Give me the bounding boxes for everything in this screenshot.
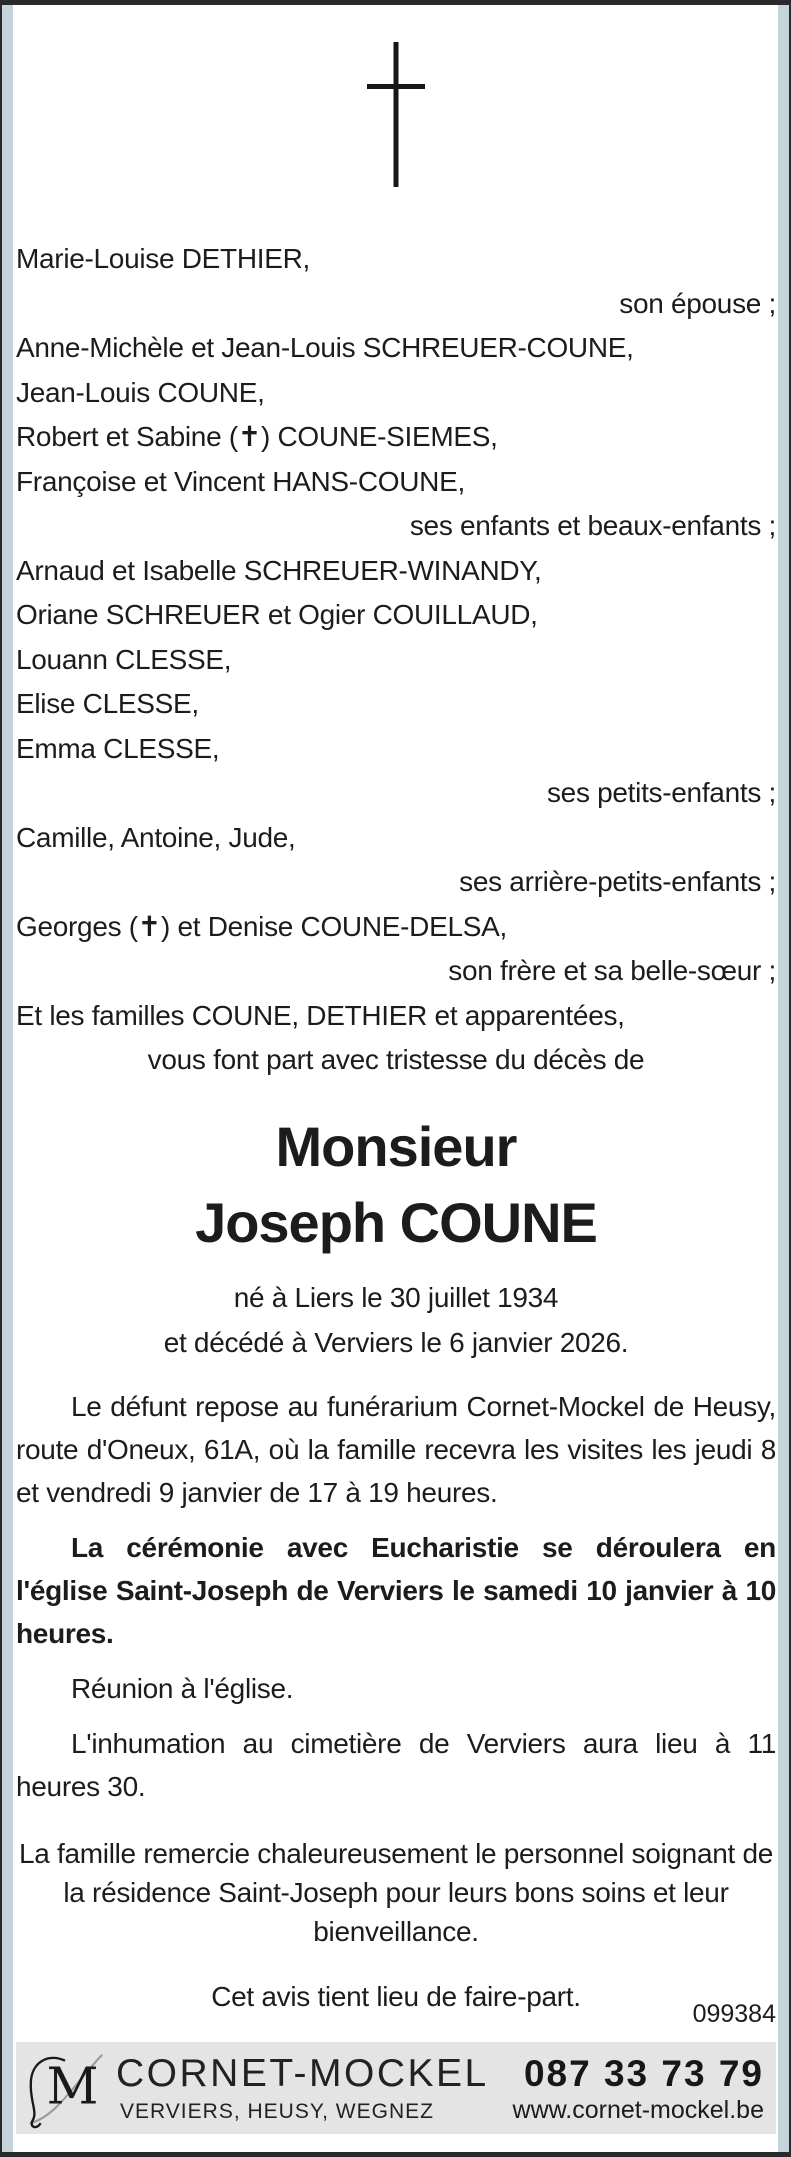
notice-paragraph: Cet avis tient lieu de faire-part. — [211, 1980, 581, 2012]
deceased-heading — [16, 1109, 776, 1261]
death-line: et décédé à Verviers le 6 janvier 2026. — [163, 1326, 629, 1358]
company-locations: VERVIERS, HEUSY, WEGNEZ — [120, 2099, 434, 2123]
notice-paragraph: Réunion à l'église. — [71, 1672, 294, 1704]
family-line: Georges (✝) et Denise COUNE-DELSA, — [16, 910, 507, 942]
phone-number: 087 33 73 79 — [523, 2052, 764, 2094]
family-line: Françoise et Vincent HANS-COUNE, — [16, 465, 465, 497]
notice-paragraph: La famille remercie chaleureusement le personnel soignant de la résidence Saint-Joseph pour leurs bons soins et leur bienveillance. — [19, 1837, 773, 1947]
family-line: son épouse ; — [619, 287, 776, 319]
family-line: ses arrière-petits-enfants ; — [459, 866, 776, 897]
family-list — [16, 237, 776, 1083]
family-line: Jean-Louis COUNE, — [16, 376, 265, 408]
notice-paragraphs — [16, 1385, 776, 2016]
notice-paragraph: La cérémonie avec Eucharistie se déroulera en l'église Saint-Joseph de Verviers le samedi 10 janvier à 10 heures. — [16, 1531, 776, 1649]
family-line: Louann CLESSE, — [16, 643, 232, 675]
memorial-cross-icon — [366, 42, 426, 187]
notice-paragraph: L'inhumation au cimetière de Verviers aura lieu à 11 heures 30. — [16, 1727, 776, 1802]
family-line: Oriane SCHREUER et Ogier COUILLAUD, — [16, 599, 538, 630]
family-line: Elise CLESSE, — [16, 688, 199, 719]
notice-content — [16, 0, 776, 2016]
family-line: Robert et Sabine (✝) COUNE-SIEMES, — [16, 421, 498, 452]
family-line: ses petits-enfants ; — [546, 777, 776, 808]
left-side-band — [2, 5, 13, 2152]
right-side-band — [778, 5, 789, 2152]
family-line: Et les familles COUNE, DETHIER et apparentées, — [16, 999, 625, 1031]
deceased-name: Joseph COUNE — [195, 1190, 597, 1254]
life-dates — [16, 1275, 776, 1365]
deceased-title: Monsieur — [275, 1114, 517, 1178]
funeral-home-info — [116, 2052, 764, 2125]
birth-line: né à Liers le 30 juillet 1934 — [233, 1281, 559, 1313]
family-line: son frère et sa belle-sœur ; — [448, 955, 776, 986]
cross-vertical-bar — [394, 42, 399, 187]
family-line: vous font part avec tristesse du décès de — [147, 1044, 645, 1075]
cross-horizontal-bar — [367, 84, 425, 89]
website-link[interactable]: www.cornet-mockel.be — [512, 2095, 764, 2124]
family-line: Emma CLESSE, — [16, 732, 220, 764]
family-line: Arnaud et Isabelle SCHREUER-WINANDY, — [16, 554, 542, 586]
cm-monogram-icon — [22, 2045, 110, 2131]
svg-text:M: M — [46, 2056, 99, 2116]
notice-paragraph: Le défunt repose au funérarium Cornet-Mockel de Heusy, route d'Oneux, 61A, où la famille recevra les visites les jeudi 8 et vendredi 9 janvier de 17 à 19 heures. — [16, 1390, 776, 1508]
family-line: ses enfants et beaux-enfants ; — [409, 510, 776, 541]
company-name: CORNET-MOCKEL — [116, 2051, 489, 2095]
family-line: Camille, Antoine, Jude, — [16, 821, 296, 853]
reference-number: 099384 — [692, 2000, 776, 2028]
family-line: Marie-Louise DETHIER, — [16, 243, 311, 274]
family-line: Anne-Michèle et Jean-Louis SCHREUER-COUNE, — [16, 332, 634, 363]
funeral-home-banner — [16, 2042, 776, 2134]
